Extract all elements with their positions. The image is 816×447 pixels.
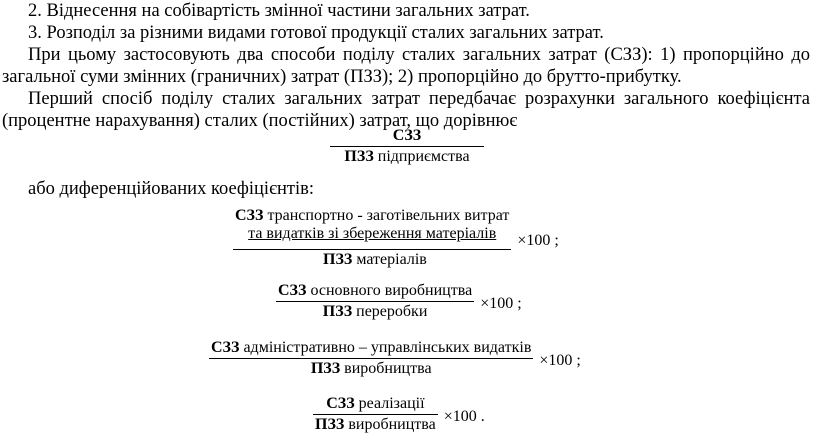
formula-num-abbr: СЗЗ	[211, 339, 240, 356]
formula-materials	[233, 207, 559, 270]
formula-num-abbr: СЗЗ	[326, 395, 355, 412]
formula-denominator	[342, 147, 471, 167]
formula-numerator	[276, 281, 474, 301]
formula-num-text: реалізації	[354, 395, 425, 412]
formula-denominator	[309, 359, 434, 379]
paragraph-methods-line1: При цьому застосовують два способи поділу сталих загальних затрат (СЗЗ): 1) пропорційно до	[28, 45, 810, 65]
formula-den-text: переробки	[352, 303, 428, 320]
formula-num-abbr: СЗЗ	[392, 127, 422, 144]
formula-den-abbr: ПЗЗ	[310, 360, 341, 377]
formula-numerator	[233, 207, 511, 243]
formula-multiplier: ×100 .	[443, 407, 485, 425]
formula-num-abbr: СЗЗ	[278, 282, 307, 299]
formula-administrative	[209, 338, 581, 379]
formula-denominator	[313, 415, 438, 435]
formula-denominator	[321, 302, 430, 322]
paragraph-item-3: 3. Розподіл за різними видами готової продукції сталих загальних затрат.	[28, 23, 604, 43]
formula-num-text: основного виробництва	[306, 282, 473, 299]
formula-numerator	[209, 338, 533, 358]
formula-denominator	[233, 250, 429, 270]
formula-den-text: матеріалів	[352, 251, 427, 268]
formula-numerator	[324, 394, 426, 414]
formula-den-abbr: ПЗЗ	[344, 148, 374, 165]
formula-sales	[313, 394, 485, 435]
paragraph-methods-line2: загальної суми змінних (граничних) затрат (ПЗЗ); 2) пропорційно до брутто-прибутку.	[2, 67, 682, 87]
formula-multiplier: ×100 ;	[517, 231, 559, 249]
formula-den-text: виробництва	[344, 416, 436, 433]
formula-multiplier: ×100 ;	[480, 294, 522, 312]
formula-den-text: виробництва	[340, 360, 432, 377]
formula-main-production	[276, 281, 522, 322]
paragraph-item-2: 2. Віднесення на собівартість змінної частини загальних затрат.	[28, 1, 530, 21]
formula-den-abbr: ПЗЗ	[315, 416, 345, 433]
paragraph-differentiated: або диференційованих коефіцієнтів:	[28, 179, 315, 199]
paragraph-first-method-line2: (процентне нарахування) сталих (постійних) затрат, що дорівнює	[2, 111, 518, 131]
formula-numerator	[330, 126, 484, 146]
formula-num-text: транспортно - заготівельних витрат	[263, 207, 510, 224]
formula-general-coefficient	[330, 126, 484, 167]
formula-multiplier: ×100 ;	[539, 351, 581, 369]
formula-num-text: адміністративно – управлінських видатків	[239, 339, 532, 356]
formula-den-text: підприємства	[373, 148, 470, 165]
formula-den-abbr: ПЗЗ	[322, 303, 353, 320]
formula-den-abbr: ПЗЗ	[323, 251, 353, 268]
paragraph-first-method-line1: Перший спосіб поділу сталих загальних затрат передбачає розрахунки загального коефіцієнта	[28, 89, 810, 109]
formula-num-text-line2: та видатків зі збереження матеріалів	[248, 225, 497, 242]
formula-num-abbr: СЗЗ	[235, 207, 264, 224]
